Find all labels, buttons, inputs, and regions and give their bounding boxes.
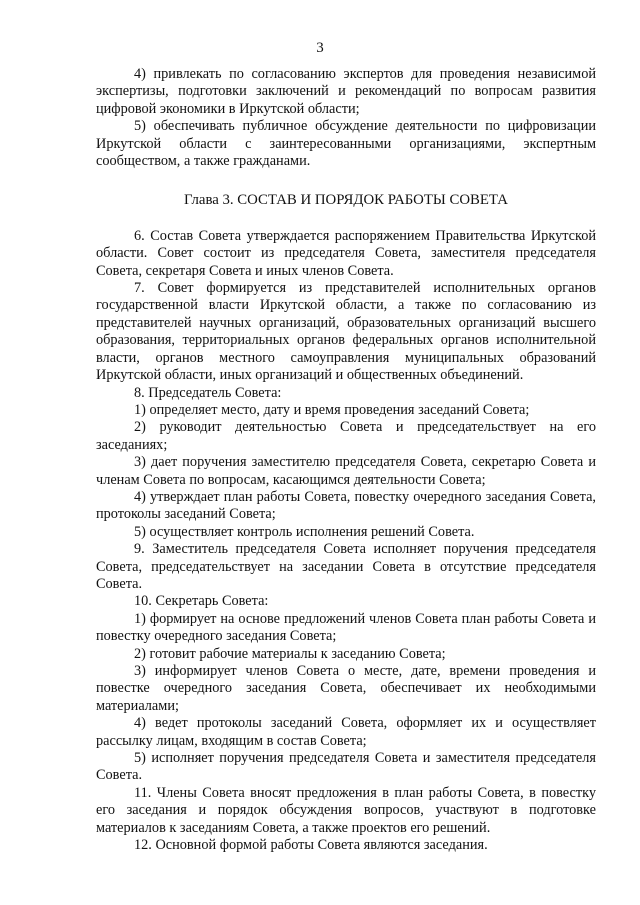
paragraph: 2) руководит деятельностью Совета и председательствует на его заседаниях;: [96, 419, 596, 453]
paragraph: 3) информирует членов Совета о месте, дате, времени проведения и повестке очередного заседания Совета, обеспечивает их необходимыми материалами;: [96, 663, 596, 714]
paragraph: 5) обеспечивать публичное обсуждение деятельности по цифровизации Иркутской области с заинтересованными организациями, экспертным сообществом, а также гражданами.: [96, 118, 596, 170]
paragraph: 10. Секретарь Совета:: [134, 593, 269, 610]
paragraph: 3) дает поручения заместителю председателя Совета, секретарю Совета и членам Совета по вопросам, касающимся деятельности Совета;: [96, 454, 596, 488]
paragraph: 9. Заместитель председателя Совета исполняет поручения председателя Совета, председательствует на заседании Совета в отсутствие председателя Совета.: [96, 541, 596, 592]
page-number: 3: [316, 40, 324, 56]
document-body: [96, 66, 596, 854]
paragraph: 2) готовит рабочие материалы к заседанию Совета;: [134, 645, 446, 662]
paragraph: 8. Председатель Совета:: [134, 384, 282, 401]
paragraph: 5) осуществляет контроль исполнения решений Совета.: [134, 523, 475, 540]
paragraph: 4) утверждает план работы Совета, повестку очередного заседания Совета, протоколы заседаний Совета;: [96, 488, 596, 523]
chapter-heading: Глава 3. СОСТАВ И ПОРЯДОК РАБОТЫ СОВЕТА: [184, 192, 508, 209]
paragraph: 6. Состав Совета утверждается распоряжением Правительства Иркутской области. Совет состоит из председателя Совета, заместителя председателя Совета, секретаря Совета и иных членов Совета.: [96, 227, 596, 279]
paragraph: 4) привлекать по согласованию экспертов для проведения независимой экспертизы, подготовки заключений и рекомендаций по вопросам развития цифровой экономики в Иркутской области;: [96, 66, 596, 117]
paragraph: 4) ведет протоколы заседаний Совета, оформляет их и осуществляет рассылку лицам, входящим в состав Совета;: [96, 715, 596, 749]
paragraph: 7. Совет формируется из представителей исполнительных органов государственной власти Иркутской области, а также по согласованию из представителей научных организаций, образовательных организаций высшего образования, территориальных органов федеральных органов исполнительной власти, органов местного самоуправления муниципальных образований Иркутской области, иных организаций и общественных объединений.: [96, 280, 596, 384]
paragraph: 1) определяет место, дату и время проведения заседаний Совета;: [134, 401, 530, 418]
paragraph: 1) формирует на основе предложений членов Совета план работы Совета и повестку очередного заседания Совета;: [96, 610, 596, 645]
paragraph: 11. Члены Совета вносят предложения в план работы Совета, в повестку его заседания и порядок обсуждения вопросов, участвуют в подготовке материалов к заседаниям Совета, а также проектов его решений.: [96, 784, 596, 836]
paragraph: 12. Основной формой работы Совета являются заседания.: [134, 837, 488, 854]
paragraph: 5) исполняет поручения председателя Совета и заместителя председателя Совета.: [96, 750, 596, 784]
